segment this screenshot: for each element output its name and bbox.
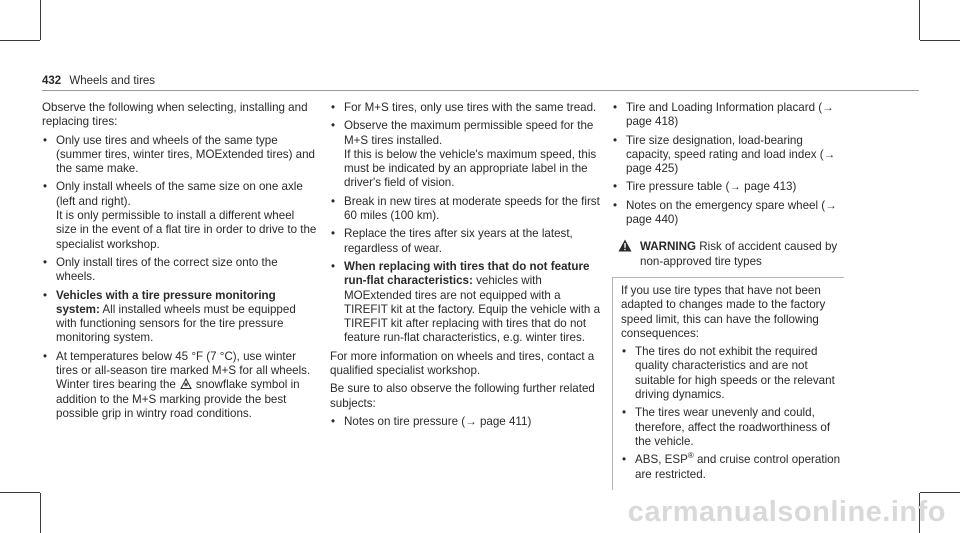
list-item: • Break in new tires at moderate speeds for the first 60 miles (100 km). bbox=[330, 195, 606, 224]
list-item bbox=[330, 415, 606, 429]
list-item-note: If this is below the vehicle's maximum speed, this must be indicated by an appropriate label in the driver's field of vision. bbox=[344, 147, 597, 190]
list-item: • Vehicles with a tire pressure monitoring system: All installed wheels must be equipped with functioning sensors for the tire pressure monitoring system. bbox=[42, 289, 318, 346]
warning-title: Risk of accident caused by non-approved tire types bbox=[640, 240, 838, 268]
crop-mark bbox=[0, 40, 40, 41]
warning-triangle-icon bbox=[618, 239, 632, 252]
column-left bbox=[42, 101, 318, 425]
watermark: carmanualsonline.info bbox=[627, 496, 946, 528]
intro-paragraph: Observe the following when selecting, installing and replacing tires: bbox=[42, 101, 308, 129]
bullet-list bbox=[42, 134, 318, 422]
header-divider bbox=[42, 90, 919, 91]
list-item: • Replace the tires after six years at the latest, regardless of wear. bbox=[330, 227, 606, 256]
crop-mark bbox=[40, 0, 41, 40]
list-item: • ABS, ESP® and cruise control operation are restricted. bbox=[621, 453, 844, 482]
bullet-list bbox=[330, 101, 606, 346]
page-reference-link[interactable]: Tire size designation, load-bearing capacity, speed rating and load index (→ page 425) bbox=[626, 133, 836, 176]
body-paragraph: Be sure to also observe the following further related subjects: bbox=[330, 382, 595, 410]
list-item: • Only install tires of the correct size onto the wheels. bbox=[42, 256, 318, 285]
crop-mark bbox=[40, 493, 41, 533]
warning-text: If you use tire types that have not been adapted to changes made to the factory speed limit, this can have the following consequences: bbox=[621, 283, 826, 340]
page-header bbox=[42, 74, 155, 88]
page-number: 432 bbox=[42, 75, 62, 87]
list-item: • Only use tires and wheels of the same type (summer tires, winter tires, MOExtended tires) and the same make. bbox=[42, 134, 318, 177]
page-reference-link[interactable]: Tire and Loading Information placard (→ page 418) bbox=[626, 101, 834, 129]
list-item: • At temperatures below 45 °F (7 °C), use winter tires or all-season tire marked M+S for all wheels. Winter tires bearing the snowflake symbol in addition to the M+S marking provide the best possible grip in wintry road conditions. bbox=[42, 350, 318, 421]
crop-mark bbox=[920, 40, 960, 41]
list-item-note: It is only permissible to install a different wheel size in the event of a flat tire in order to drive to the specialist workshop. bbox=[56, 209, 317, 251]
list-item-note: Winter tires bearing the snowflake symbol in addition to the M+S marking provide the best possible grip in wintry road conditions. bbox=[56, 378, 300, 420]
list-item: • Observe the maximum permissible speed for the M+S tires installed. If this is below the vehicle's maximum speed, this must be indicated by an appropriate label in the driver's field of vision. bbox=[330, 119, 606, 190]
body-paragraph: For more information on wheels and tires, contact a qualified specialist workshop. bbox=[330, 349, 595, 378]
crop-mark bbox=[919, 0, 920, 40]
list-item: • Only install wheels of the same size on one axle (left and right). It is only permissible to install a different wheel size in the event of a flat tire in order to drive to the specialist workshop. bbox=[42, 180, 318, 251]
crop-mark bbox=[920, 492, 960, 493]
snowflake-mountain-icon bbox=[180, 378, 192, 389]
page-reference-link[interactable]: Notes on tire pressure (→ page 411) bbox=[344, 414, 532, 428]
page-reference-link[interactable]: Tire pressure table (→ page 413) bbox=[626, 180, 797, 194]
list-item: • For M+S tires, only use tires with the same tread. bbox=[330, 101, 606, 115]
warning-box bbox=[612, 235, 844, 489]
column-right bbox=[612, 101, 844, 490]
warning-body bbox=[612, 278, 844, 490]
list-item bbox=[612, 134, 844, 177]
warning-label: WARNING bbox=[640, 240, 697, 254]
crop-mark bbox=[0, 492, 40, 493]
list-item bbox=[612, 199, 844, 228]
list-item bbox=[612, 101, 844, 130]
column-middle bbox=[330, 101, 606, 433]
list-item bbox=[612, 180, 844, 194]
bullet-list bbox=[612, 101, 844, 227]
page-reference-link[interactable]: Notes on the emergency spare wheel (→ page 440) bbox=[626, 198, 837, 227]
list-item: • The tires wear unevenly and could, therefore, affect the roadworthiness of the vehicle. bbox=[621, 406, 844, 449]
warning-header bbox=[612, 235, 844, 278]
page-title: Wheels and tires bbox=[69, 75, 156, 87]
list-item: • When replacing with tires that do not feature run-flat characteristics: vehicles with MOExtended tires are not equipped with a TIREFIT kit at the factory. Equip the vehicle with a TIREFIT kit after replacing with tires that do not feature run-flat characteristics, e.g. winter tires. bbox=[330, 260, 606, 346]
bullet-list bbox=[621, 345, 844, 482]
list-item: • The tires do not exhibit the required quality characteristics and are not suitable for high speeds or the relevant driving dynamics. bbox=[621, 345, 844, 402]
bullet-list bbox=[330, 415, 606, 429]
